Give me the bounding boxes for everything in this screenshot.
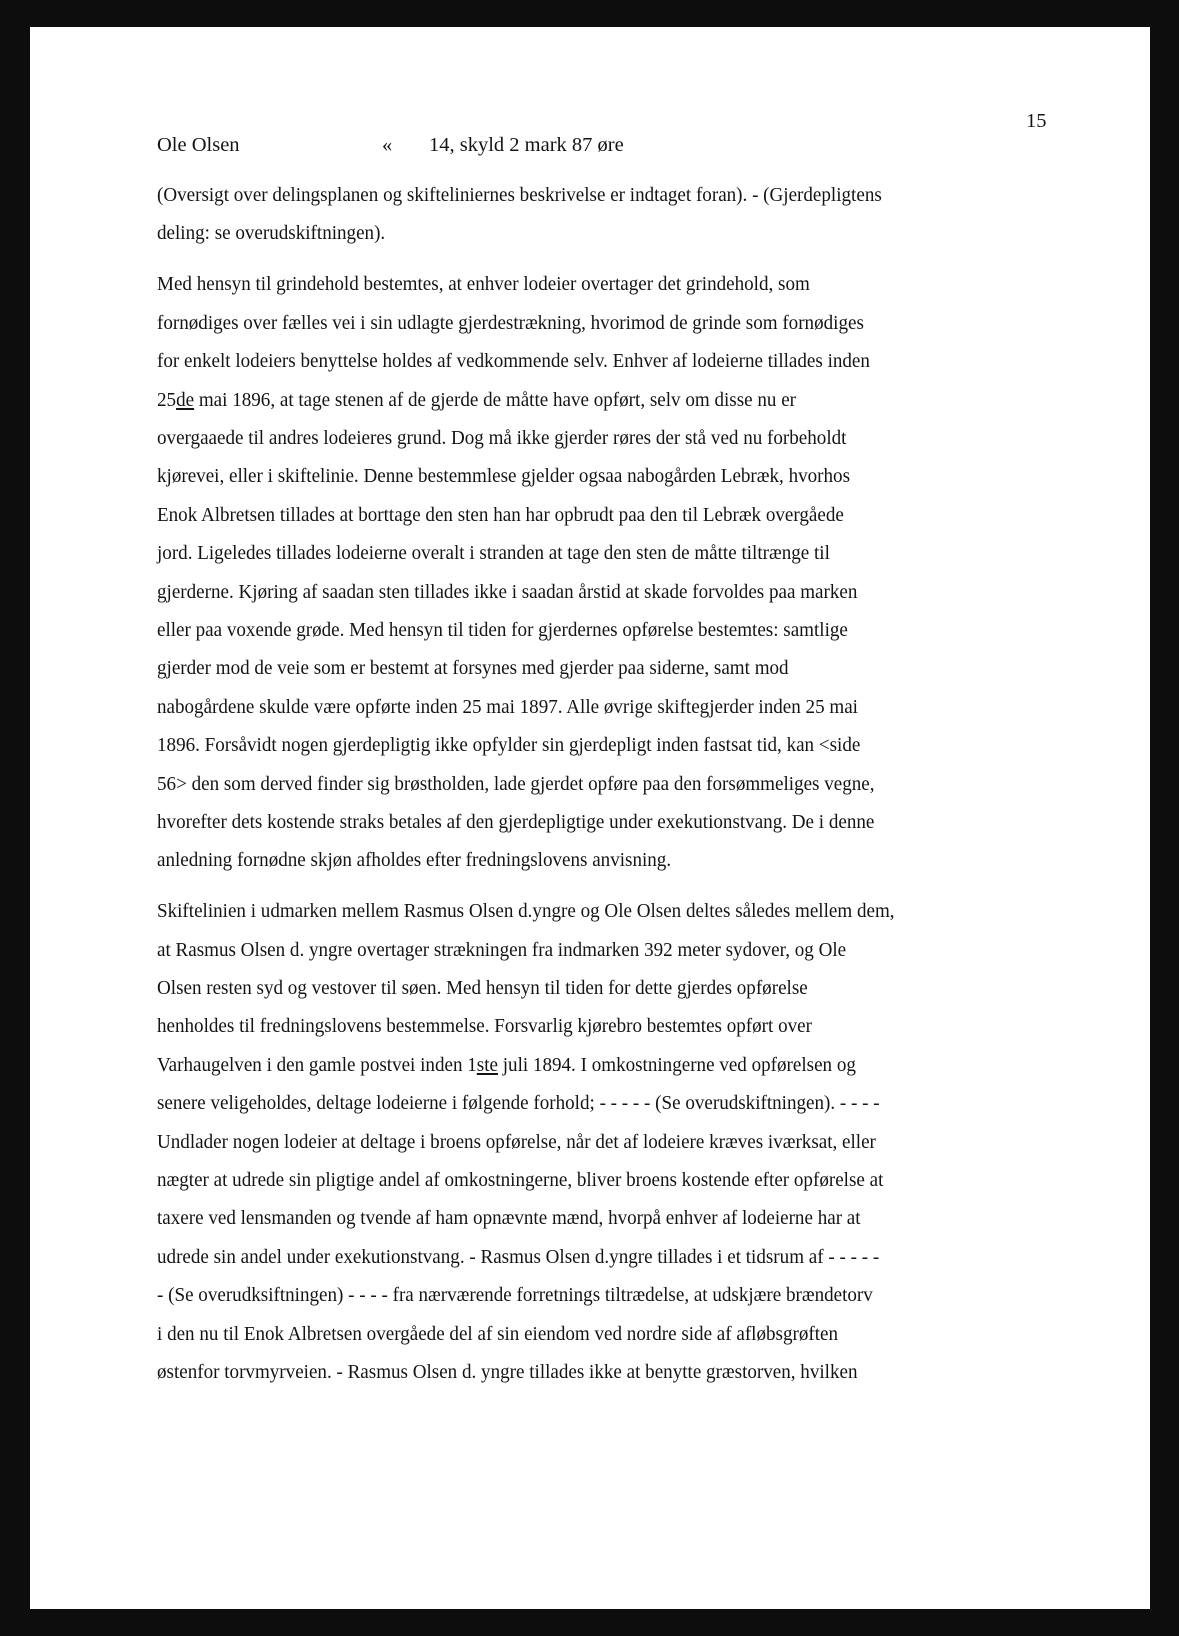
text-run: kjørevei, eller i skiftelinie. Denne bestemmlese gjelder ogsaa nabogården Lebræk, hvorhos bbox=[157, 465, 851, 488]
text-run: 1896. Forsåvidt nogen gjerdepligtig ikke opfylder sin gjerdepligt inden fastsat tid, kan <side bbox=[157, 734, 861, 757]
text-run: henholdes til fredningslovens bestemmelse. Forsvarlig kjørebro bestemtes opført over bbox=[157, 1015, 812, 1038]
text-line bbox=[157, 619, 848, 642]
text-line bbox=[157, 184, 882, 207]
text-run: 56> den som derved finder sig brøstholden, lade gjerdet opføre paa den forsømmeliges vegne, bbox=[157, 772, 875, 795]
text-line bbox=[157, 427, 846, 450]
text-line bbox=[157, 900, 895, 923]
text-run: østenfor torvmyrveien. - Rasmus Olsen d. yngre tillades ikke at benytte græstorven, hvilken bbox=[157, 1361, 858, 1383]
text-line bbox=[157, 1169, 883, 1192]
text-line bbox=[157, 465, 850, 488]
text-run: nabogårdene skulde være opførte inden 25 mai 1897. Alle øvrige skiftegjerder inden 25 mai bbox=[157, 695, 858, 718]
text-line bbox=[157, 734, 860, 757]
text-line bbox=[157, 1054, 856, 1077]
text-line bbox=[157, 939, 846, 962]
text-run: Enok Albretsen tillades at borttage den sten han har opbrudt paa den til Lebræk overgåede bbox=[157, 503, 844, 526]
text-run: Undlader nogen lodeier at deltage i broens opførelse, når det af lodeiere kræves iværksat, eller bbox=[157, 1130, 876, 1153]
text-run: - (Se overudksiftningen) - - - - fra nærværende forretnings tiltrædelse, at udskjære brændetorv bbox=[157, 1284, 873, 1307]
text-line bbox=[157, 657, 789, 680]
text-run: i den nu til Enok Albretsen overgåede del af sin eiendom ved nordre side af afløbsgrøften bbox=[157, 1322, 839, 1345]
text-run: mai 1896, at tage stenen af de gjerde de måtte have opført, selv om disse nu er bbox=[194, 388, 797, 411]
text-line bbox=[157, 773, 875, 796]
text-line bbox=[157, 222, 385, 245]
text-line bbox=[157, 1323, 838, 1346]
text-line bbox=[157, 1246, 879, 1269]
document-page bbox=[30, 27, 1150, 1609]
text-run: anledning fornødne skjøn afholdes efter fredningslovens anvisning. bbox=[157, 849, 672, 872]
text-run: Med hensyn til grindehold bestemtes, at enhver lodeier overtager det grindehold, som bbox=[157, 273, 810, 296]
text-line bbox=[157, 849, 671, 872]
text-line bbox=[157, 504, 844, 527]
text-line bbox=[157, 350, 870, 373]
text-line bbox=[157, 273, 810, 296]
text-run: for enkelt lodeiers benyttelse holdes af vedkommende selv. Enhver af lodeierne tillades inden bbox=[157, 350, 870, 373]
page-number: 15 bbox=[1026, 110, 1047, 132]
text-run: Skiftelinien i udmarken mellem Rasmus Olsen d.yngre og Ole Olsen deltes således mellem dem, bbox=[157, 900, 895, 923]
text-line bbox=[157, 977, 808, 1000]
text-line bbox=[157, 1361, 857, 1384]
text-run: deling: se overudskiftningen). bbox=[157, 222, 386, 245]
text-line bbox=[157, 1015, 812, 1038]
ditto-mark: « bbox=[382, 134, 393, 156]
text-run: gjerderne. Kjøring af saadan sten tillades ikke i saadan årstid at skade forvoldes paa marken bbox=[157, 580, 858, 603]
text-run: nægter at udrede sin pligtige andel af omkostningerne, bliver broens kostende efter opførelse at bbox=[157, 1169, 884, 1191]
text-line bbox=[157, 389, 796, 412]
text-run: Olsen resten syd og vestover til søen. Med hensyn til tiden for dette gjerdes opførelse bbox=[157, 977, 808, 999]
lot-assessment: 14, skyld 2 mark 87 øre bbox=[429, 134, 624, 156]
text-run: overgaaede til andres lodeieres grund. Dog må ikke gjerder røres der stå ved nu forbeholdt bbox=[157, 426, 847, 449]
text-line bbox=[157, 581, 857, 604]
text-run: (Oversigt over delingsplanen og skifteliniernes beskrivelse er indtaget foran). - (Gjerdepligtens bbox=[157, 184, 882, 206]
text-line bbox=[157, 1092, 880, 1115]
text-line bbox=[157, 1207, 861, 1230]
text-run: fornødiges over fælles vei i sin udlagte gjerdestrækning, hvorimod de grinde som fornødiges bbox=[157, 311, 864, 334]
text-run: eller paa voxende grøde. Med hensyn til tiden for gjerdernes opførelse bestemtes: samtlige bbox=[157, 618, 848, 641]
text-run: gjerder mod de veie som er bestemt at forsynes med gjerder paa siderne, samt mod bbox=[157, 657, 789, 680]
text-line bbox=[157, 1284, 873, 1307]
text-run: taxere ved lensmanden og tvende af ham opnævnte mænd, hvorpå enhver af lodeierne har at bbox=[157, 1207, 861, 1230]
text-line bbox=[157, 1131, 876, 1154]
underlined-text: ste bbox=[476, 1053, 498, 1076]
text-line bbox=[157, 696, 858, 719]
text-run: senere veligeholdes, deltage lodeierne i følgende forhold; - - - - - (Se overudskiftningen). - - - - bbox=[157, 1092, 880, 1115]
text-line bbox=[157, 811, 874, 834]
text-run: Varhaugelven i den gamle postvei inden 1 bbox=[157, 1053, 477, 1076]
text-line bbox=[157, 542, 830, 565]
owner-name: Ole Olsen bbox=[157, 134, 240, 156]
text-line bbox=[157, 312, 864, 335]
text-run: udrede sin andel under exekutionstvang. - Rasmus Olsen d.yngre tillades i et tidsrum af - - - - - bbox=[157, 1245, 880, 1268]
text-run: at Rasmus Olsen d. yngre overtager strækningen fra indmarken 392 meter sydover, og Ole bbox=[157, 938, 847, 961]
text-run: hvorefter dets kostende straks betales af den gjerdepligtige under exekutionstvang. De i denne bbox=[157, 810, 875, 833]
underlined-text: de bbox=[176, 388, 195, 411]
text-run: 25 bbox=[157, 388, 177, 411]
text-run: jord. Ligeledes tillades lodeierne overalt i stranden at tage den sten de måtte tiltrænge til bbox=[157, 542, 830, 565]
text-run: juli 1894. I omkostningerne ved opførelsen og bbox=[497, 1053, 856, 1076]
